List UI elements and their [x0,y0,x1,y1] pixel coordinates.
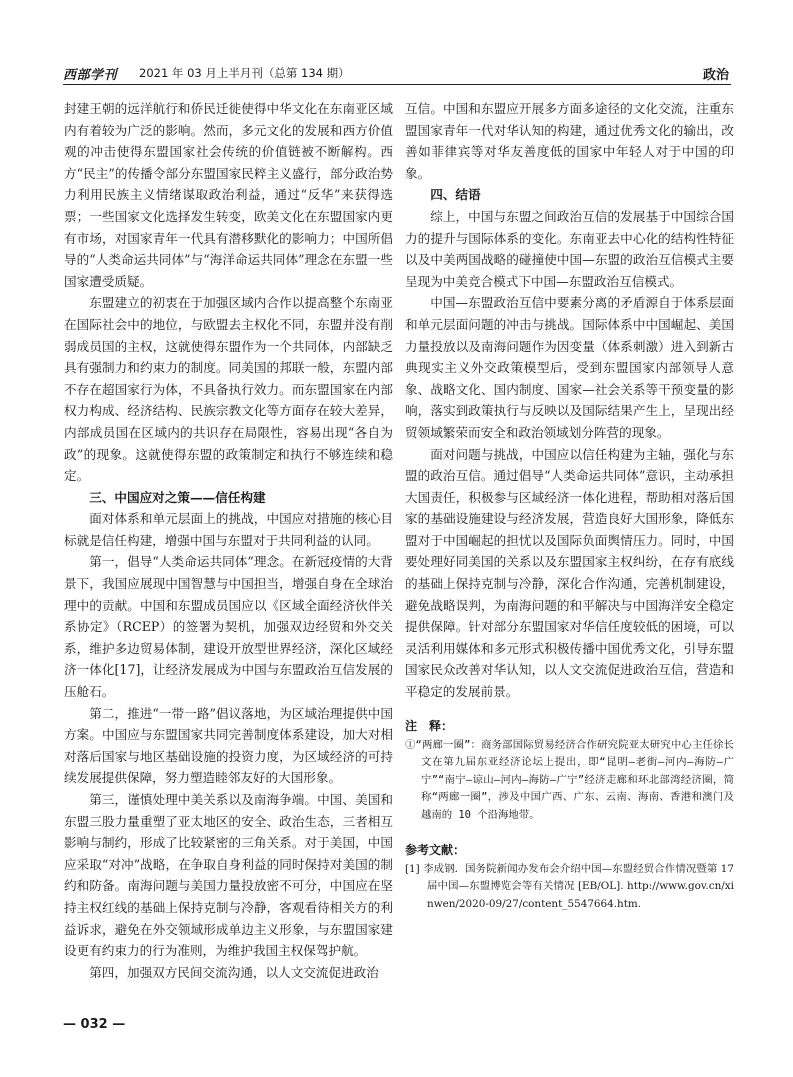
paragraph: 中国—东盟政治互信中要素分离的矛盾源自于体系层面和单元层面问题的冲击与挑战。国际体系中中国崛起、美国力量投放以及南海问题作为因变量（体系刺激）进入到新古典现实主义外交政策模型后，受到东盟国家内部领导人意象、战略文化、国内制度、国家—社会关系等干预变量的影响，落实到政策执行与反映以及国际结果产生上，呈现出经贸领域繁荣而安全和政治领域划分阵营的现象。 [405,295,734,440]
paragraph: 第三，谨慎处理中美关系以及南海争端。中国、美国和东盟三股力量重塑了亚太地区的安全、政治生态，三者相互影响与制约，形成了比较紧密的三角关系。对于美国，中国应采取“对冲”战略，在争取自身利益的同时保持对美国的制约和防备。南海问题与美国力量投放密不可分，中国应在坚持主权红线的基础上保持克制与冷静，客观看待相关方的利益诉求，避免在外交领域形成单边主义形象，与东盟国家建设更有约束力的行为准则，为维护我国主权保驾护航。 [64,792,393,959]
reference-item [405,861,734,914]
paragraph: 东盟建立的初衷在于加强区域内合作以提高整个东南亚在国际社会中的地位，与欧盟去主权化不同，东盟并没有削弱成员国的主权，这就使得东盟作为一个共同体，内部缺乏具有强制力和约束力的制度。同美国的邦联一般，东盟内部不存在超国家行为体，不具备执行效力。而东盟国家在内部权力构成、经济结构、民族宗教文化等方面存在较大差异，内部成员国在区域内的共识存在局限性，容易出现“各自为政”的现象。这就使得东盟的政策制定和执行不够连续和稳定。 [64,295,393,484]
section-heading: 三、中国应对之策——信任构建 [89,489,266,505]
paragraph: 面对问题与挑战，中国应以信任构建为主轴，强化与东盟的政治互信。通过倡导“人类命运共同体”意识，主动承担大国责任，积极参与区域经济一体化进程，帮助相对落后国家的基础设施建设与经济发展，营造良好大国形象，降低东盟对于中国崛起的担忧以及国际负面舆情压力。同时，中国要处理好同美国的关系以及东盟国家主权纠纷，在存有底线的基础上保持克制与冷静，深化合作沟通，完善机制建设，避免战略误判，为南海问题的和平解决与中国海洋安全稳定提供保障。针对部分东盟国家对华信任度较低的困境，可以灵活利用媒体和多元形式积极传播中国优秀文化，引导东盟国家民众改善对华认知，以人文交流促进政治互信，营造和平稳定的发展前景。 [405,446,734,700]
section-label: 政治 [702,68,729,83]
notes-title: 注 释： [405,718,454,733]
section-heading: 四、结语 [430,187,481,203]
note-item: ①“两廊一圈”：商务部国际贸易经济合作研究院亚太研究中心主任徐长文在第九届东亚经济论坛上提出，即“昆明—老街—河内—海防—广宁”“南宁—谅山—河内—海防—广宁”经济走廊和环北部湾经济圈，简称“两廊一圈”，涉及中国广西、广东、云南、海南、香港和澳门及越南的 10 个沿海地带。 [405,738,734,821]
journal-logo: 西部学刊 [63,68,118,83]
reference-text: 李成钢．国务院新闻办发布会介绍中国—东盟经贸合作情况暨第 17 届中国—东盟博览会等有关情况 [EB/OL]. [423,862,734,893]
paragraph: 封建王朝的远洋航行和侨民迁徙使得中华文化在东南亚区域内有着较为广泛的影响。然而，多元文化的发展和西方价值观的冲击使得东盟国家社会传统的价值链被不断解构。西方“民主”的传播令部分东盟国家民粹主义盛行，部分政治势力利用民族主义情绪谋取政治利益，通过“反华”来获得选票；一些国家文化选择发生转变，欧美文化在东盟国家内更有市场，对国家青年一代具有潜移默化的影响力；中国所倡导的“人类命运共同体”与“海洋命运共同体”理念在东盟一些国家遭受质疑。 [64,101,393,289]
page-number: — 032 — [63,1017,126,1032]
left-column [64,98,393,983]
reference-number: [1] [405,862,420,875]
references-title: 参考文献： [405,842,466,857]
right-column [405,98,734,913]
paragraph: 第四，加强双方民间交流沟通，以人文交流促进政治 [89,964,379,980]
issue-info: 2021 年 03 月上半月刊（总第 134 期） [139,66,350,80]
paragraph: 面对体系和单元层面上的挑战，中国应对措施的核心目标就是信任构建，增强中国与东盟对于共同利益的认同。 [64,511,393,548]
paragraph: 第二，推进“一带一路”倡议落地，为区域治理提供中国方案。中国应与东盟国家共同完善制度体系建设，加大对相对落后国家与地区基础设施的投资力度，为区域经济的可持续发展提供保障，努力塑造睦邻友好的大国形象。 [64,705,393,786]
paragraph: 第一，倡导“人类命运共同体”理念。在新冠疫情的大背景下，我国应展现中国智慧与中国担当，增强自身在全球治理中的贡献。中国和东盟成员国应以《区域全面经济伙伴关系协定》（RCEP）的签署为契机，加强双边经贸和外交关系，维护多边贸易体制，建设开放型世界经济，深化区域经济一体化[17]，让经济发展成为中国与东盟政治互信发展的压舱石。 [64,554,393,700]
paragraph: 互信。中国和东盟应开展多方面多途径的文化交流，注重东盟国家青年一代对华认知的构建，通过优秀文化的输出，改善如菲律宾等对华友善度低的国家中年轻人对于中国的印象。 [405,101,734,181]
paragraph: 综上，中国与东盟之间政治互信的发展基于中国综合国力的提升与国际体系的变化。东南亚去中心化的结构性特征以及中美两国战略的碰撞使中国—东盟的政治互信模式主要呈现为中美竞合模式下中国—东盟政治互信模式。 [405,208,734,289]
page-header [63,62,731,85]
right-column-body [405,98,734,703]
reference-url[interactable]: http://www.gov.cn/xinwen/2020-09/27/content_5547664.htm. [427,880,734,910]
